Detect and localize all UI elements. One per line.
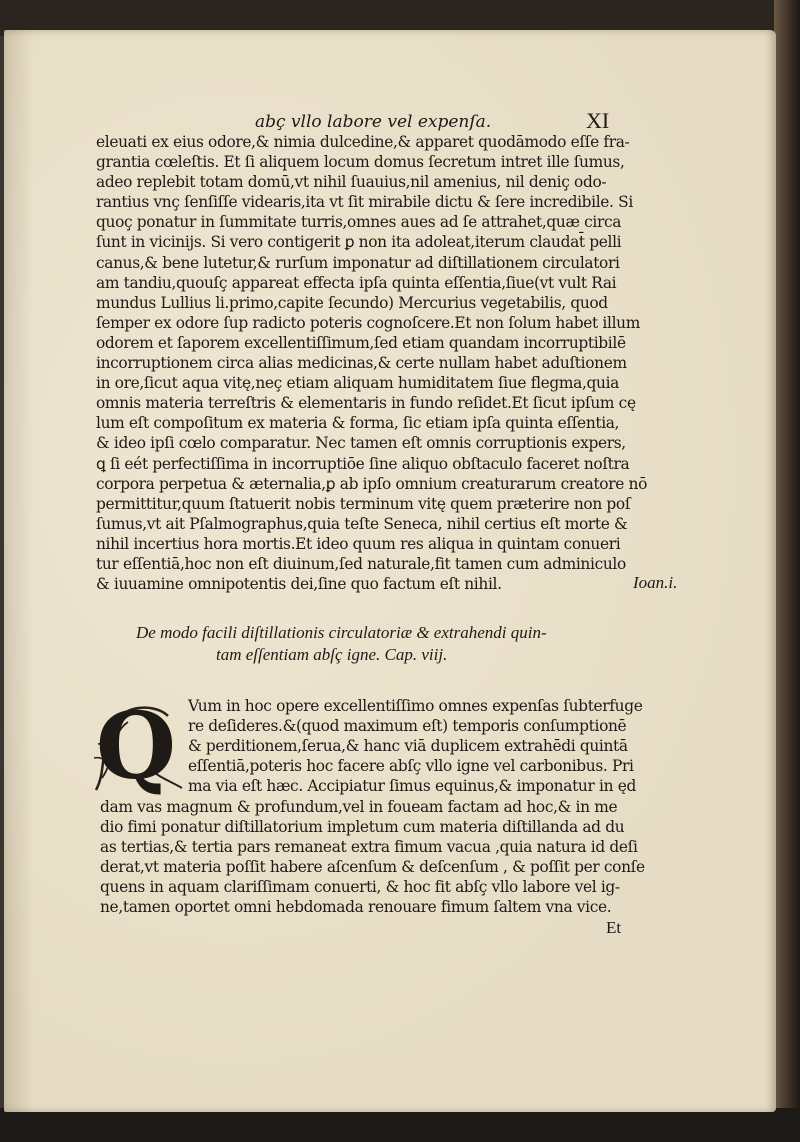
text-line: ma via eſt hæc. Accipiatur ſimus equinus,& imponatur in ęd — [188, 777, 636, 796]
text-line: permittitur,quum ſtatuerit nobis terminum vitę quem præterire non poſ — [96, 494, 631, 513]
text-line: ſemper ex odore ſup radicto poteris cognoſcere.Et non ſolum habet illum — [96, 313, 640, 332]
text-line: & ideo ipſi cœlo comparatur. Nec tamen eſt omnis corruptionis expers, — [96, 434, 626, 453]
scan-background-bottom — [0, 1108, 800, 1142]
text-line: quens in aquam clariſſimam conuerti, & hoc fit abſç vllo labore vel ig- — [100, 878, 620, 897]
text-line: ꝗ ſi eét perfectiſſima in incorruptiōe ſine aliquo obſtaculo faceret noſtra — [96, 454, 630, 473]
text-line: adeo replebit totam domū,vt nihil ſuauius,nil amenius, nil deniç odo- — [96, 173, 607, 192]
text-line: incorruptionem circa alias medicinas,& certe nullam habet aduſtionem — [96, 354, 627, 373]
text-line: in ore,ſicut aqua vitę,neç etiam aliquam humiditatem ſiue flegma,quia — [96, 374, 619, 393]
catchword: Et — [606, 918, 622, 937]
chapter-text-beside-initial — [188, 696, 643, 796]
text-line: corpora perpetua & æternalia,ꝑ ab ipſo omnium creaturarum creatore nō — [96, 474, 647, 493]
text-line: odorem et ſaporem excellentiſſimum,ſed etiam quandam incorruptibilē — [96, 333, 626, 352]
text-line: ſunt in vicinijs. Si vero contigerit ꝑ non ita adoleat,iterum claudat̄ pelli — [96, 233, 622, 252]
text-line: grantia cœleſtis. Et ſi aliquem locum domus ſecretum intret ille ſumus, — [96, 153, 625, 172]
text-line: ſumus,vt ait Pſalmographus,quia teſte Seneca, nihil certius eſt morte & — [96, 514, 628, 533]
text-line: am tandiu,quouſç appareat effecta ipſa quinta eſſentia,ſiue(vt vult Rai — [96, 273, 617, 292]
chapter-heading — [136, 622, 606, 666]
heading-line: tam eſſentiam abſç igne. Cap. viij. — [216, 645, 448, 664]
heading-line: De modo facili diſtillationis circulatoriæ & extrahendi quin- — [136, 623, 547, 642]
body-text — [96, 132, 647, 594]
text-line: lum eſt compoſitum ex materia & forma, ſic etiam ipſa quinta eſſentia, — [96, 414, 620, 433]
text-line: Vum in hoc opere excellentiſſimo omnes expenſas ſubterfuge — [188, 697, 643, 715]
text-line: eleuati ex eius odore,& nimia dulcedine,& apparet quodāmodo eſſe fra- — [96, 133, 630, 151]
decorated-initial — [88, 692, 184, 800]
running-header: abç vllo labore vel expenſa. — [255, 112, 492, 132]
text-line: ne,tamen oportet omni hebdomada renouare fimum ſaltem vna vice. — [100, 898, 612, 917]
margin-note: Ioan.i. — [633, 573, 678, 592]
text-line: mundus Lullius li.primo,capite ſecundo) Mercurius vegetabilis, quod — [96, 293, 608, 312]
text-line: dam vas magnum & profundum,vel in foueam factam ad hoc,& in me — [100, 798, 618, 816]
text-line: derat,vt materia poſſit habere aſcenſum & deſcenſum , & poſſit per conſe — [100, 858, 645, 877]
text-line: omnis materia terreſtris & elementaris in fundo reſidet.Et ſicut ipſum cę — [96, 394, 636, 413]
folio-number: XI — [586, 108, 610, 133]
text-line: eſſentiā,poteris hoc facere abſç vllo igne vel carbonibus. Pri — [188, 757, 634, 776]
text-line: as tertias,& tertia pars remaneat extra fimum vacua ,quia natura id deſi — [100, 838, 638, 857]
text-line: & perditionem,ſerua,& hanc viā duplicem extrahēdi quintā — [188, 737, 628, 756]
book-edge — [774, 0, 800, 1142]
text-line: canus,& bene lutetur,& rurſum imponatur ad diſtillationem circulatori — [96, 253, 620, 272]
text-line: tur eſſentiā,hoc non eſt diuinum,ſed naturale,fit tamen cum adminiculo — [96, 554, 626, 573]
text-line: quoç ponatur in ſummitate turris,omnes aues ad ſe attrahet,quæ circa — [96, 213, 622, 232]
chapter-text — [100, 797, 645, 918]
text-line: re deſideres.&(quod maximum eſt) temporis conſumptionē — [188, 717, 627, 736]
text-line: & iuuamine omnipotentis dei,ſine quo factum eſt nihil. — [96, 575, 502, 594]
text-line: dio fimi ponatur diſtillatorium impletum cum materia diſtillanda ad du — [100, 818, 625, 837]
text-line: nihil incertius hora mortis.Et ideo quum res aliqua in quintam conueri — [96, 534, 621, 553]
text-line: rantius vnç ſenſiſſe videaris,ita vt ſit mirabile dictu & ſere incredibile. Si — [96, 193, 633, 212]
initial-letter: Q — [95, 692, 177, 800]
